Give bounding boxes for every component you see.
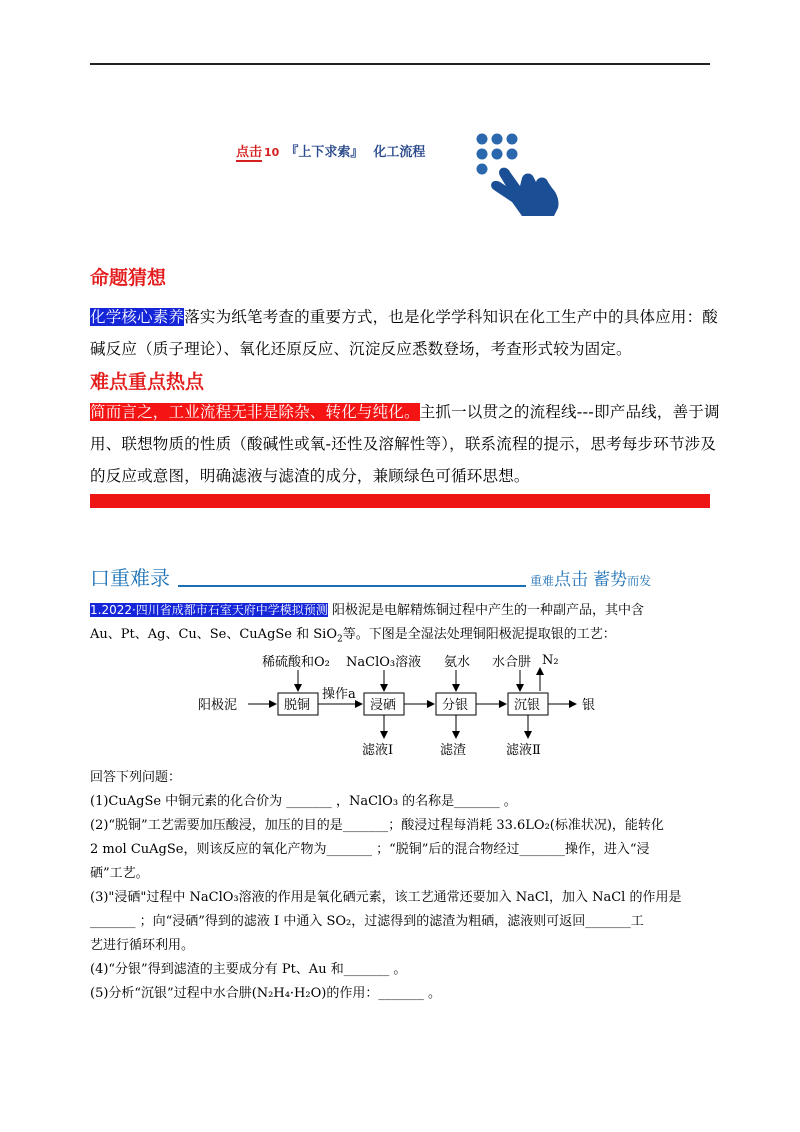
question-intro-line2b: 等。下图是全湿法处理铜阳极泥提取银的工艺： <box>342 627 616 642</box>
topic-banner <box>236 141 425 160</box>
flow-reagent-4: 水合肼 <box>492 655 532 670</box>
question-4: (4)“分银”得到滤渣的主要成分有 Pt、Au 和_______ 。 <box>90 962 407 977</box>
question-intro-line2a: Au、Pt、Ag、Cu、Se、CuAgSe 和 SiO <box>90 627 337 642</box>
section-word-c: 蓄势 <box>593 570 628 590</box>
flow-out-filtrate-2: 滤液Ⅱ <box>506 743 541 758</box>
flow-box-separate-ag: 分银 <box>442 698 469 713</box>
flow-gas: N₂ <box>542 653 559 668</box>
red-divider <box>90 494 710 508</box>
question-3-line3: 艺进行循环利用。 <box>90 938 195 953</box>
highlight-summary: 简而言之，工业流程无非是除杂、转化与纯化。 <box>90 403 420 421</box>
paragraph-prediction <box>90 301 720 365</box>
banner-topic: 化工流程 <box>373 145 426 160</box>
highlight-core-literacy: 化学核心素养 <box>90 308 185 326</box>
questions-block <box>90 766 720 1006</box>
flow-box-precipitate-ag: 沉银 <box>514 698 541 713</box>
question-3-line1: (3)"浸硒"过程中 NaClO₃溶液的作用是氧化硒元素，该工艺通常还要加入 NaCl，加入 NaCl 的作用是 <box>90 890 682 905</box>
question-2-line2: 2 mol CuAgSe，则该反应的氧化产物为_______ ；“脱铜”后的混合物经过_______操作，进入“浸 <box>90 842 650 857</box>
question-2-line1: (2)“脱铜”工艺需要加压酸浸，加压的目的是_______；酸浸过程每消耗 33.6LO₂(标准状况)，能转化 <box>90 818 664 833</box>
flow-operation: 操作a <box>322 687 356 702</box>
section-underline <box>178 585 526 587</box>
paragraph-key-points-text: 主抓一以贯之的流程线---即产品线，善于调用、联想物质的性质（酸碱性或氧-还性及溶解性等），联系流程的提示，思考每步环节涉及的反应或意图，明确滤液与滤渣的成分，兼顾绿色可循环思想。 <box>90 403 720 485</box>
flow-box-leach-se: 浸硒 <box>370 698 397 713</box>
section-title: 口重难录 <box>90 566 170 590</box>
flow-start: 阳极泥 <box>198 698 238 713</box>
flow-out-residue: 滤渣 <box>440 743 467 758</box>
process-flow-diagram <box>190 648 610 760</box>
heading-key-points: 难点重点热点 <box>90 371 205 393</box>
section-header <box>90 562 651 591</box>
section-word-a: 重难 <box>530 574 555 588</box>
question-intro-line1: 阳极泥是电解精炼铜过程中产生的一种副产品，其中含 <box>327 603 644 618</box>
question-source: 1.2022·四川省成都市石室天府中学模拟预测 <box>90 603 328 617</box>
section-word-d: 而发 <box>627 574 652 588</box>
question-intro: 1.2022·四川省成都市石室天府中学模拟预测 阳极泥是电解精炼铜过程中产生的一种副产品，其中含 Au、Pt、Ag、Cu、Se、CuAgSe 和 SiO$_2$等。下图是全湿法处理铜阳极泥提取银的工艺： <box>90 603 644 645</box>
question-2-line3: 硒”工艺。 <box>90 866 149 881</box>
banner-series: 『上下求索』 <box>285 145 364 160</box>
flow-out-filtrate-1: 滤液Ⅰ <box>362 743 394 758</box>
paragraph-key-points <box>90 396 720 492</box>
flow-box-decopper: 脱铜 <box>284 698 311 713</box>
answer-prompt: 回答下列问题： <box>90 770 182 785</box>
question-3-line2: _______ ；向“浸硒”得到的滤液 I 中通入 SO₂，过滤得到的滤渣为粗硒，滤液则可返回_______工 <box>90 914 644 929</box>
touch-hand-icon <box>472 128 564 220</box>
flow-end: 银 <box>582 698 596 713</box>
paragraph-prediction-text: 落实为纸笔考查的重要方式，也是化学学科知识在化工生产中的具体应用：酸碱反应（质子理论）、氧化还原反应、沉淀反应悉数登场，考查形式较为固定。 <box>90 308 719 358</box>
question-5: (5)分析“沉银”过程中水合肼(N₂H₄·H₂O)的作用：_______ 。 <box>90 986 441 1001</box>
banner-number: 10 <box>264 146 280 159</box>
heading-prediction: 命题猜想 <box>90 267 167 289</box>
flow-reagent-3: 氨水 <box>444 655 471 670</box>
flow-reagent-1: 稀硫酸和O₂ <box>262 655 330 670</box>
section-word-b: 点击 <box>554 570 589 590</box>
banner-tag: 点击 <box>236 145 263 160</box>
top-rule <box>90 63 710 65</box>
question-1: (1)CuAgSe 中铜元素的化合价为 _______ ，NaClO₃ 的名称是_______ 。 <box>90 794 517 809</box>
flow-reagent-2: NaClO₃溶液 <box>346 655 422 670</box>
